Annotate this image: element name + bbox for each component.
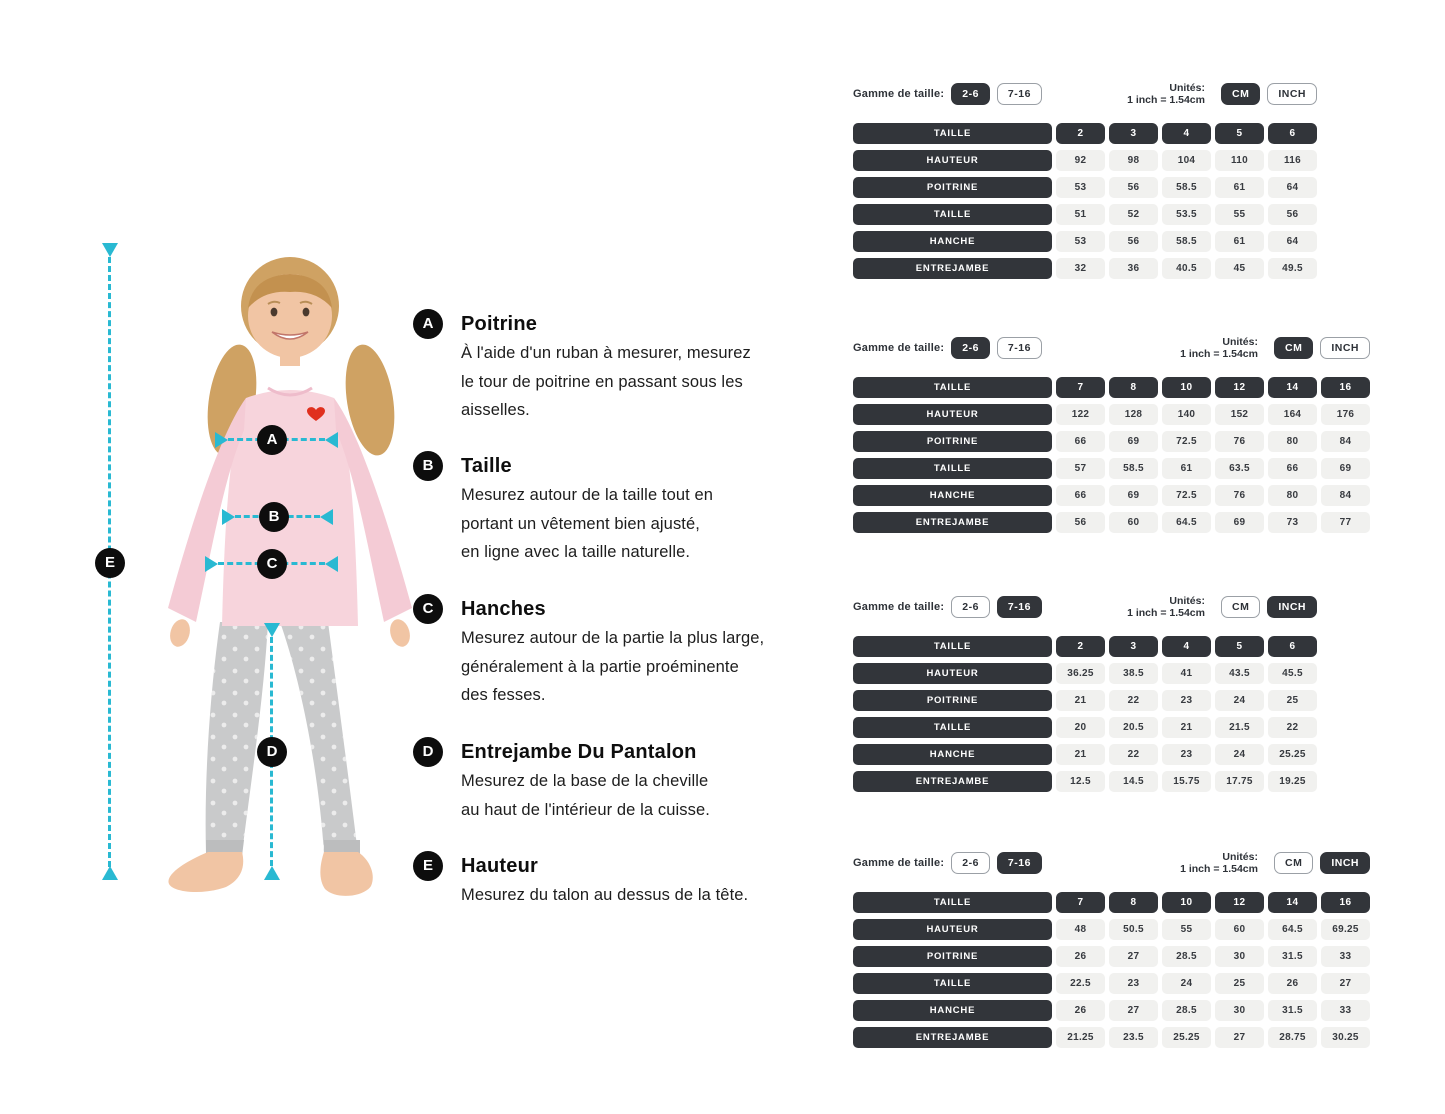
- value-cell: 64: [1268, 231, 1317, 252]
- units-label: Unités:: [1222, 336, 1258, 348]
- value-cell: 24: [1215, 690, 1264, 711]
- figure-marker-d: D: [257, 737, 287, 767]
- size-row-header: TAILLE: [853, 123, 1052, 144]
- range-toggle-2-6[interactable]: 2-6: [951, 337, 990, 359]
- letter-badge: A: [413, 309, 443, 339]
- value-cell: 58.5: [1109, 458, 1158, 479]
- value-cell: 152: [1215, 404, 1264, 425]
- row-label: TAILLE: [853, 973, 1052, 994]
- value-cell: 55: [1215, 204, 1264, 225]
- value-cell: 36.25: [1056, 663, 1105, 684]
- range-toggle-2-6[interactable]: 2-6: [951, 83, 990, 105]
- value-cell: 25: [1215, 973, 1264, 994]
- value-cell: 25.25: [1268, 744, 1317, 765]
- units-label: Unités:: [1169, 82, 1205, 94]
- size-header-cell: 8: [1109, 377, 1158, 398]
- size-header-cell: 10: [1162, 377, 1211, 398]
- row-label: HANCHE: [853, 744, 1052, 765]
- section-title: Entrejambe Du Pantalon: [461, 741, 697, 763]
- value-cell: 22: [1109, 744, 1158, 765]
- value-cell: 92: [1056, 150, 1105, 171]
- value-cell: 28.75: [1268, 1027, 1317, 1048]
- value-cell: 30: [1215, 946, 1264, 967]
- row-label: TAILLE: [853, 717, 1052, 738]
- value-cell: 64.5: [1268, 919, 1317, 940]
- value-cell: 21: [1056, 744, 1105, 765]
- value-cell: 33: [1321, 1000, 1370, 1021]
- value-cell: 38.5: [1109, 663, 1158, 684]
- section-text-line: en ligne avec la taille naturelle.: [461, 543, 691, 561]
- size-header-cell: 3: [1109, 123, 1158, 144]
- unit-toggle-cm[interactable]: CM: [1221, 596, 1260, 618]
- size-header-cell: 2: [1056, 123, 1105, 144]
- value-cell: 69: [1321, 458, 1370, 479]
- row-label: POITRINE: [853, 690, 1052, 711]
- section-title: Hauteur: [461, 855, 538, 877]
- value-cell: 98: [1109, 150, 1158, 171]
- size-row-header: TAILLE: [853, 892, 1052, 913]
- range-toggle-2-6[interactable]: 2-6: [951, 852, 990, 874]
- value-cell: 23: [1162, 690, 1211, 711]
- value-cell: 58.5: [1162, 177, 1211, 198]
- value-cell: 41: [1162, 663, 1211, 684]
- units-note: 1 inch = 1.54cm: [1127, 94, 1205, 106]
- range-label: Gamme de taille:: [853, 88, 945, 100]
- row-label: HAUTEUR: [853, 663, 1052, 684]
- value-cell: 48: [1056, 919, 1105, 940]
- size-table: [853, 892, 1370, 1048]
- row-label: ENTREJAMBE: [853, 512, 1052, 533]
- value-cell: 56: [1056, 512, 1105, 533]
- row-label: TAILLE: [853, 204, 1052, 225]
- size-panel: [853, 82, 1317, 279]
- inseam-line-top-arrow-icon: [264, 623, 280, 637]
- value-cell: 40.5: [1162, 258, 1211, 279]
- value-cell: 23: [1162, 744, 1211, 765]
- value-cell: 69.25: [1321, 919, 1370, 940]
- value-cell: 73: [1268, 512, 1317, 533]
- value-cell: 23: [1109, 973, 1158, 994]
- size-header-cell: 14: [1268, 377, 1317, 398]
- value-cell: 30: [1215, 1000, 1264, 1021]
- units-label: Unités:: [1222, 851, 1258, 863]
- measure-section-c: [413, 594, 853, 710]
- value-cell: 27: [1321, 973, 1370, 994]
- value-cell: 23.5: [1109, 1027, 1158, 1048]
- value-cell: 27: [1109, 1000, 1158, 1021]
- range-label: Gamme de taille:: [853, 342, 945, 354]
- value-cell: 76: [1215, 485, 1264, 506]
- section-text-line: Mesurez du talon au dessus de la tête.: [461, 886, 749, 904]
- size-panel: [853, 851, 1370, 1048]
- value-cell: 64.5: [1162, 512, 1211, 533]
- child-figure-photo: [120, 248, 430, 920]
- letter-badge: D: [413, 737, 443, 767]
- row-label: HAUTEUR: [853, 919, 1052, 940]
- section-text-line: au haut de l'intérieur de la cuisse.: [461, 800, 710, 819]
- size-header-cell: 12: [1215, 377, 1264, 398]
- figure-marker-e: E: [95, 548, 125, 578]
- unit-toggle-cm[interactable]: CM: [1221, 83, 1260, 105]
- height-line-top-arrow-icon: [102, 243, 118, 257]
- section-text-line: Mesurez autour de la partie la plus large,: [461, 629, 765, 647]
- value-cell: 22: [1109, 690, 1158, 711]
- value-cell: 55: [1162, 919, 1211, 940]
- unit-toggle-inch[interactable]: INCH: [1320, 337, 1370, 359]
- value-cell: 104: [1162, 150, 1211, 171]
- value-cell: 176: [1321, 404, 1370, 425]
- size-header-cell: 12: [1215, 892, 1264, 913]
- value-cell: 22: [1268, 717, 1317, 738]
- unit-toggle-cm[interactable]: CM: [1274, 852, 1313, 874]
- value-cell: 36: [1109, 258, 1158, 279]
- unit-toggle-cm[interactable]: CM: [1274, 337, 1313, 359]
- row-label: ENTREJAMBE: [853, 771, 1052, 792]
- size-table: [853, 377, 1370, 533]
- value-cell: 66: [1056, 485, 1105, 506]
- value-cell: 84: [1321, 431, 1370, 452]
- size-header-cell: 16: [1321, 377, 1370, 398]
- panel-header: [853, 595, 1317, 619]
- value-cell: 31.5: [1268, 1000, 1317, 1021]
- units-note: 1 inch = 1.54cm: [1180, 348, 1258, 360]
- value-cell: 15.75: [1162, 771, 1211, 792]
- measure-section-a: [413, 309, 853, 425]
- value-cell: 80: [1268, 485, 1317, 506]
- inseam-line-bottom-arrow-icon: [264, 866, 280, 880]
- row-label: POITRINE: [853, 946, 1052, 967]
- value-cell: 21.25: [1056, 1027, 1105, 1048]
- size-table: [853, 636, 1317, 792]
- figure-marker-b: B: [259, 502, 289, 532]
- value-cell: 17.75: [1215, 771, 1264, 792]
- value-cell: 25: [1268, 690, 1317, 711]
- range-toggle-7-16[interactable]: 7-16: [997, 83, 1042, 105]
- units-note: 1 inch = 1.54cm: [1180, 863, 1258, 875]
- value-cell: 76: [1215, 431, 1264, 452]
- row-label: TAILLE: [853, 458, 1052, 479]
- value-cell: 51: [1056, 204, 1105, 225]
- size-row-header: TAILLE: [853, 636, 1052, 657]
- figure-marker-a: A: [257, 425, 287, 455]
- value-cell: 61: [1215, 177, 1264, 198]
- value-cell: 50.5: [1109, 919, 1158, 940]
- value-cell: 43.5: [1215, 663, 1264, 684]
- value-cell: 56: [1268, 204, 1317, 225]
- value-cell: 72.5: [1162, 485, 1211, 506]
- value-cell: 49.5: [1268, 258, 1317, 279]
- value-cell: 58.5: [1162, 231, 1211, 252]
- row-label: HANCHE: [853, 485, 1052, 506]
- value-cell: 84: [1321, 485, 1370, 506]
- letter-badge: B: [413, 451, 443, 481]
- value-cell: 27: [1215, 1027, 1264, 1048]
- value-cell: 122: [1056, 404, 1105, 425]
- value-cell: 60: [1109, 512, 1158, 533]
- range-label: Gamme de taille:: [853, 857, 945, 869]
- value-cell: 27: [1109, 946, 1158, 967]
- unit-toggle-inch[interactable]: INCH: [1320, 852, 1370, 874]
- value-cell: 12.5: [1056, 771, 1105, 792]
- units-note: 1 inch = 1.54cm: [1127, 607, 1205, 619]
- section-text-line: aisselles.: [461, 401, 530, 419]
- measure-section-d: [413, 737, 853, 824]
- value-cell: 19.25: [1268, 771, 1317, 792]
- value-cell: 28.5: [1162, 946, 1211, 967]
- section-text-line: portant un vêtement bien ajusté,: [461, 514, 700, 533]
- value-cell: 140: [1162, 404, 1211, 425]
- size-header-cell: 10: [1162, 892, 1211, 913]
- value-cell: 26: [1056, 1000, 1105, 1021]
- value-cell: 66: [1268, 458, 1317, 479]
- size-header-cell: 4: [1162, 123, 1211, 144]
- section-text-line: Mesurez autour de la taille tout en: [461, 486, 714, 504]
- value-cell: 20.5: [1109, 717, 1158, 738]
- unit-toggle-inch[interactable]: INCH: [1267, 83, 1317, 105]
- value-cell: 45.5: [1268, 663, 1317, 684]
- figure-marker-c: C: [257, 549, 287, 579]
- value-cell: 56: [1109, 177, 1158, 198]
- size-header-cell: 8: [1109, 892, 1158, 913]
- letter-badge: C: [413, 594, 443, 624]
- value-cell: 61: [1215, 231, 1264, 252]
- value-cell: 164: [1268, 404, 1317, 425]
- range-toggle-2-6[interactable]: 2-6: [951, 596, 990, 618]
- value-cell: 24: [1215, 744, 1264, 765]
- value-cell: 14.5: [1109, 771, 1158, 792]
- height-line-bottom-arrow-icon: [102, 866, 118, 880]
- value-cell: 53.5: [1162, 204, 1211, 225]
- value-cell: 53: [1056, 177, 1105, 198]
- row-label: ENTREJAMBE: [853, 258, 1052, 279]
- range-toggle-7-16[interactable]: 7-16: [997, 596, 1042, 618]
- waist-line-right-arrow-icon: [320, 509, 333, 525]
- waist-line-left-arrow-icon: [222, 509, 235, 525]
- size-header-cell: 5: [1215, 123, 1264, 144]
- value-cell: 66: [1056, 431, 1105, 452]
- value-cell: 26: [1268, 973, 1317, 994]
- value-cell: 110: [1215, 150, 1264, 171]
- size-header-cell: 16: [1321, 892, 1370, 913]
- size-header-cell: 2: [1056, 636, 1105, 657]
- panel-header: [853, 336, 1370, 360]
- value-cell: 56: [1109, 231, 1158, 252]
- value-cell: 32: [1056, 258, 1105, 279]
- section-text-line: le tour de poitrine en passant sous les: [461, 372, 743, 391]
- letter-badge: E: [413, 851, 443, 881]
- measure-section-b: [413, 451, 853, 567]
- size-header-cell: 6: [1268, 636, 1317, 657]
- value-cell: 33: [1321, 946, 1370, 967]
- size-panel: [853, 595, 1317, 792]
- size-header-cell: 7: [1056, 892, 1105, 913]
- value-cell: 52: [1109, 204, 1158, 225]
- row-label: POITRINE: [853, 177, 1052, 198]
- range-toggle-7-16[interactable]: 7-16: [997, 337, 1042, 359]
- unit-toggle-inch[interactable]: INCH: [1267, 596, 1317, 618]
- row-label: HANCHE: [853, 231, 1052, 252]
- value-cell: 60: [1215, 919, 1264, 940]
- value-cell: 80: [1268, 431, 1317, 452]
- value-cell: 116: [1268, 150, 1317, 171]
- row-label: HAUTEUR: [853, 150, 1052, 171]
- range-toggle-7-16[interactable]: 7-16: [997, 852, 1042, 874]
- size-header-cell: 5: [1215, 636, 1264, 657]
- value-cell: 57: [1056, 458, 1105, 479]
- panel-header: [853, 851, 1370, 875]
- value-cell: 69: [1109, 485, 1158, 506]
- value-cell: 30.25: [1321, 1027, 1370, 1048]
- section-title: Poitrine: [461, 313, 538, 335]
- panel-header: [853, 82, 1317, 106]
- value-cell: 45: [1215, 258, 1264, 279]
- chest-line-left-arrow-icon: [215, 432, 228, 448]
- row-label: ENTREJAMBE: [853, 1027, 1052, 1048]
- section-title: Hanches: [461, 598, 546, 620]
- size-header-cell: 14: [1268, 892, 1317, 913]
- size-header-cell: 7: [1056, 377, 1105, 398]
- range-label: Gamme de taille:: [853, 601, 945, 613]
- value-cell: 128: [1109, 404, 1158, 425]
- value-cell: 69: [1215, 512, 1264, 533]
- value-cell: 21: [1056, 690, 1105, 711]
- section-text-line: Mesurez de la base de la cheville: [461, 772, 709, 790]
- value-cell: 61: [1162, 458, 1211, 479]
- section-text-line: des fesses.: [461, 686, 546, 704]
- hip-line-left-arrow-icon: [205, 556, 218, 572]
- units-label: Unités:: [1169, 595, 1205, 607]
- hip-line-right-arrow-icon: [325, 556, 338, 572]
- value-cell: 21: [1162, 717, 1211, 738]
- size-header-cell: 4: [1162, 636, 1211, 657]
- value-cell: 53: [1056, 231, 1105, 252]
- section-text-line: À l'aide d'un ruban à mesurer, mesurez: [461, 344, 751, 362]
- row-label: POITRINE: [853, 431, 1052, 452]
- value-cell: 21.5: [1215, 717, 1264, 738]
- value-cell: 77: [1321, 512, 1370, 533]
- value-cell: 22.5: [1056, 973, 1105, 994]
- chest-line-right-arrow-icon: [325, 432, 338, 448]
- value-cell: 63.5: [1215, 458, 1264, 479]
- size-panel: [853, 336, 1370, 533]
- value-cell: 25.25: [1162, 1027, 1211, 1048]
- value-cell: 24: [1162, 973, 1211, 994]
- size-row-header: TAILLE: [853, 377, 1052, 398]
- row-label: HAUTEUR: [853, 404, 1052, 425]
- size-header-cell: 3: [1109, 636, 1158, 657]
- section-title: Taille: [461, 455, 512, 477]
- section-text-line: généralement à la partie proéminente: [461, 657, 739, 676]
- value-cell: 28.5: [1162, 1000, 1211, 1021]
- measure-section-e: [413, 851, 853, 910]
- size-header-cell: 6: [1268, 123, 1317, 144]
- child-illustration: [120, 248, 430, 920]
- value-cell: 31.5: [1268, 946, 1317, 967]
- value-cell: 20: [1056, 717, 1105, 738]
- value-cell: 26: [1056, 946, 1105, 967]
- value-cell: 72.5: [1162, 431, 1211, 452]
- value-cell: 69: [1109, 431, 1158, 452]
- row-label: HANCHE: [853, 1000, 1052, 1021]
- size-table: [853, 123, 1317, 279]
- value-cell: 64: [1268, 177, 1317, 198]
